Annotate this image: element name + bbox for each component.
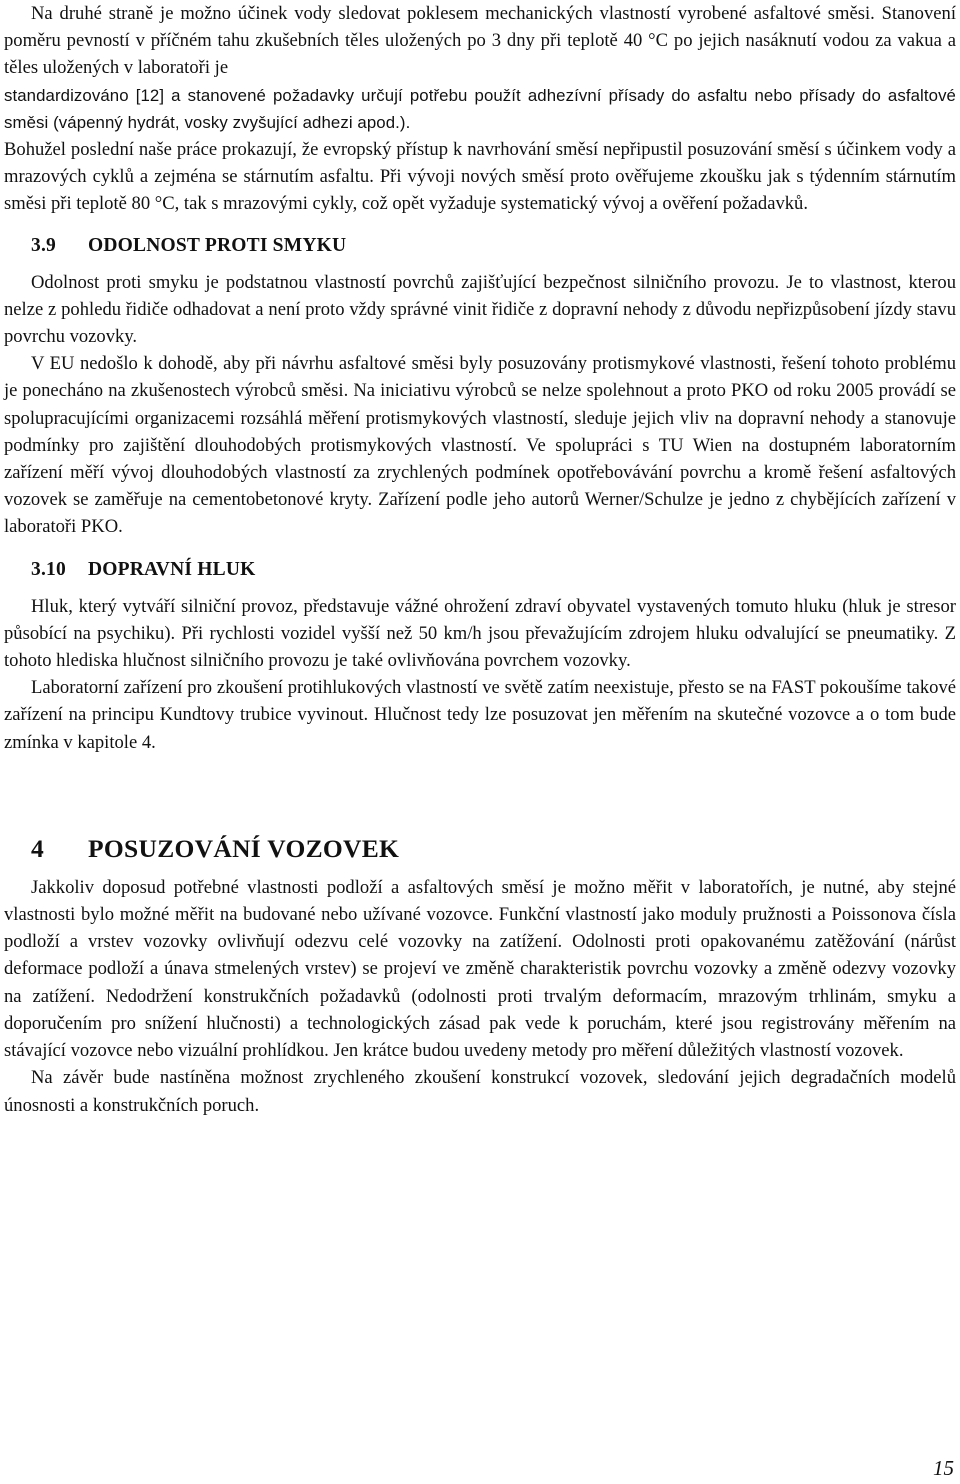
- paragraph-pavement-assessment-2: Na závěr bude nastíněna možnost zrychleného zkoušení konstrukcí vozovek, sledování jejich degradačních modelů únosnosti a konstrukčních poruch.: [4, 1067, 956, 1116]
- page-number: 15: [933, 1456, 954, 1480]
- paragraph-pavement-assessment-1: Jakkoliv doposud potřebné vlastnosti podloží a asfaltových směsí je možno měřit v laboratořích, je nutné, aby stejné vlastnosti bylo možné měřit na budované nebo užívané vozovce. Funkční vlastností jako moduly pružnosti a Poissonova čísla podloží a vrstev vozovky ovlivňují odezvu celé vozovky na zatížení. Odolnosti proti opakovanému zatěžování (nárůst deformace podloží a únava stmelených vrstev) se projeví ve změně charakteristik povrchu vozovky a změně odezvy vozovky na zatížení. Nedodržení konstrukčních požadavků (odolnosti proti trvalým deformacím, mrazovým trhlinám, smyku a doporučením pro snížení hlučnosti) a technologických zásad pak vede k poruchám, které jsou registrovány měřením na stávající vozovce nebo vizuální prohlídkou. Jen krátce budou uvedeny metody pro měření důležitých vlastností vozovek.: [4, 876, 956, 1062]
- section-heading-3-9: [4, 233, 956, 259]
- paragraph-traffic-noise-2: Laboratorní zařízení pro zkoušení protihlukových vlastností ve světě zatím neexistuje, přesto se na FAST pokoušíme takové zařízení na principu Kundtovy trubice vyvinout. Hlučnost tedy lze posuzovat jen měřením na skutečné vozovce a o tom bude zmínka v kapitole 4.: [4, 677, 956, 753]
- paragraph-continuation-tail: Bohužel poslední naše práce prokazují, že evropský přístup k navrhování směsí nepřipustil posuzování směsí s účinkem vody a mrazových cyklů a zejména se stárnutím asfaltu. Při vývoji nových směsí proto ověřujeme zkoušku jak s týdenním stárnutím směsi při teplotě 80 °C, tak s mrazovými cykly, což opět vyžaduje systematický vývoj a ověření požadavků.: [4, 139, 956, 215]
- paragraph-traffic-noise-1: Hluk, který vytváří silniční provoz, představuje vážné ohrožení zdraví obyvatel vystavených tomuto hluku (hluk je stresor působící na psychiku). Při rychlosti vozidel vyšší než 50 km/h jsou převažujícím zdrojem hluku odvalující se pneumatiky. Z tohoto hlediska hlučnost silničního provozu je také ovlivňována povrchem vozovky.: [4, 595, 956, 672]
- paragraph-skid-resistance-2: V EU nedošlo k dohodě, aby při návrhu asfaltové směsi byly posuzovány protismykové vlastnosti, řešení tohoto problému je ponecháno na zkušenostech výrobců směsi. Na iniciativu výrobců se nelze spolehnout a proto PKO od roku 2005 provádí se spolupracujícími organizacemi rozsáhlá měření protismykových vlastností, sleduje jejich vliv na dopravní nehody a stanovuje podmínky pro zajištění dlouhodobých protismykových vlastností. Ve spolupráci s TU Wien na dostupném laboratorním zařízení měří vývoj dlouhodobých vlastností za zrychlených podmínek opotřebovávání povrchu a kromě řešení asfaltových vozovek se zaměřuje na cementobetonové kryty. Zařízení podle jeho autorů Werner/Schulze je jedno z chybějících zařízení v laboratoři PKO.: [4, 353, 956, 538]
- chapter-heading-4: [4, 833, 956, 865]
- section-number: 3.10: [31, 558, 66, 580]
- section-number: 3.9: [31, 234, 56, 256]
- section-title: DOPRAVNÍ HLUK: [88, 558, 256, 580]
- paragraph-skid-resistance-1: Odolnost proti smyku je podstatnou vlastností povrchů zajišťující bezpečnost silničního provozu. Je to vlastnost, kterou nelze z pohledu řidiče odhadovat a není proto vždy správné vinit řidiče z dopravní nehody z důvodu nepřizpůsobení jízdy stavu povrchu vozovky.: [4, 271, 956, 348]
- paragraph-continuation-serif: Na druhé straně je možno účinek vody sledovat poklesem mechanických vlastností vyrobené asfaltové směsi. Stanovení poměru pevností v příčném tahu zkušebních těles uložených po 3 dny při teplotě 40 °C po jejich nasáknutí vodou za vakua a těles uložených v laboratoři je: [4, 3, 956, 79]
- paragraph-continuation-sans: standardizováno [12] a stanovené požadavky určují potřebu použít adhezívní přísady do asfaltu nebo přísady do asfaltové směsi (vápenný hydrát, vosky zvyšující adhezi apod.).: [4, 85, 956, 132]
- chapter-title: POSUZOVÁNÍ VOZOVEK: [88, 833, 400, 863]
- section-heading-3-10: [4, 557, 956, 583]
- document-page: [4, 0, 956, 1119]
- section-title: ODOLNOST PROTI SMYKU: [88, 234, 347, 256]
- chapter-number: 4: [31, 833, 45, 863]
